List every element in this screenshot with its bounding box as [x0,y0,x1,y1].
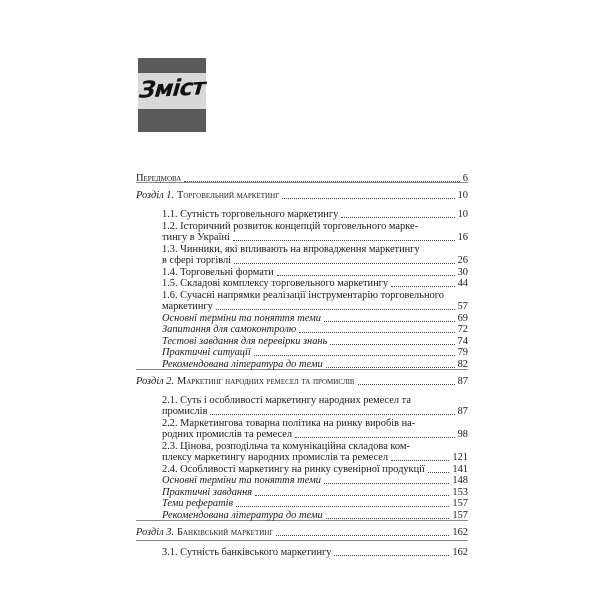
toc-entry-page: 82 [457,359,468,370]
toc-entry-page: 141 [452,464,468,475]
toc-entry-title: Запитання для самоконтролю [162,324,297,335]
toc-entry [136,189,468,202]
toc-entry-title: 2.2. Маркетингова товарна політика на ринку виробів на- [162,418,416,429]
toc-entry-title: 1.6. Сучасні напрямки реалізації інструментарію торговельного [162,290,444,301]
toc-entry-page: 44 [457,278,468,289]
toc-entry-title: Практичні ситуації [162,347,251,358]
dotted-leader [330,335,454,345]
toc-entry-title [136,189,279,202]
toc-entry-title: 2.4. Особливості маркетингу на ринку сувенірної продукції [162,464,425,475]
toc-entry [136,526,468,539]
toc-entry-page: 79 [457,347,468,358]
toc-entry-page: 57 [457,301,468,312]
toc-entry-page: 16 [457,232,468,243]
dotted-leader [295,428,455,438]
divider [136,540,468,541]
toc-entry-page: 26 [457,255,468,266]
toc-entry-title: 1.3. Чинники, які впливають на впровадження маркетингу [162,244,420,255]
dotted-leader [326,509,450,519]
section-prefix: Розділ 1. [136,190,175,201]
toc-entry-page: 153 [452,487,468,498]
toc-entry-title: Тестові завдання для перевірки знань [162,336,328,347]
toc-entry-title: в сфері торгівлі [162,255,232,266]
toc-entry-title: 2.3. Цінова, розподільча та комунікаційна складова ком- [162,441,410,452]
dotted-leader [341,208,454,218]
section-prefix: Розділ 3. [136,527,175,538]
toc-entry [136,358,468,371]
dotted-leader [324,474,449,484]
toc-entry-page: 98 [457,429,468,440]
toc-entry-title: Рекомендована література до теми [162,510,323,521]
toc-entry-page: 72 [457,324,468,335]
toc-entry-page: 162 [452,527,468,538]
dotted-leader [428,463,449,473]
dotted-leader [358,375,455,385]
toc-entry-title: Основні терміни та поняття теми [162,475,321,486]
toc-entry-title: плексу маркетингу народних промислів та ремесел [162,452,389,463]
toc-entry-title: Основні терміни та поняття теми [162,313,321,324]
toc-entry-title: Передмова [136,173,182,184]
toc-entry-page: 121 [452,452,468,463]
dotted-leader [234,254,455,264]
section-title: Маркетинг народних ремесел та промислів [177,376,355,387]
toc-entry-title: Практичні завдання [162,487,253,498]
toc-entry-page: 162 [452,547,468,558]
contents-logo [138,58,206,132]
dotted-leader [233,231,455,241]
dotted-leader [299,323,454,333]
toc-entry-title: тингу в Україні [162,232,230,243]
dotted-leader [391,451,449,461]
toc-entry [136,509,468,522]
toc-entry-page: 10 [457,190,468,201]
section-prefix: Розділ 2. [136,376,175,387]
toc-entry [136,172,468,185]
toc-entry-title: промислів [162,406,208,417]
dotted-leader [324,312,455,322]
toc-entry-title [136,375,355,388]
toc-entry-title [136,526,273,539]
toc-entry-page: 10 [457,209,468,220]
toc-entry-page: 157 [452,510,468,521]
dotted-leader [210,405,454,415]
toc-entry-title: Теми рефератів [162,498,234,509]
toc-entry-title: 1.1. Сутність торговельного маркетингу [162,209,339,220]
dotted-leader [277,266,455,276]
toc-entry-title: 2.1. Суть і особливості маркетингу народних ремесел та [162,395,411,406]
toc-entry-title: 3.1. Сутність банківського маркетингу [162,547,332,558]
logo-top-bar [138,58,206,73]
section-title: Банківський маркетинг [177,527,274,538]
dotted-leader [254,346,455,356]
toc-entry-page: 87 [457,406,468,417]
section-title: Торговельний маркетинг [177,190,280,201]
dotted-leader [326,358,455,368]
toc-entry-page: 87 [457,376,468,387]
dotted-leader [334,546,449,556]
toc-entry-title: 1.2. Історичний розвиток концепцій торговельного марке- [162,221,419,232]
dotted-leader [282,189,454,199]
dotted-leader [236,497,449,507]
toc-entry-page: 69 [457,313,468,324]
dotted-leader [216,300,455,310]
dotted-leader [255,486,449,496]
dotted-leader [391,277,455,287]
dotted-leader [184,172,460,182]
toc-entry-page: 30 [457,267,468,278]
toc-entry [136,375,468,388]
toc-entry [136,546,468,559]
toc-entry-title: маркетингу [162,301,213,312]
toc-entry-title: 1.5. Складові комплексу торговельного маркетингу [162,278,389,289]
toc-entry-page: 157 [452,498,468,509]
toc-entry-title: 1.4. Торговельні формати [162,267,274,278]
toc-entry-page: 148 [452,475,468,486]
toc-entry-page: 74 [457,336,468,347]
logo-word: Зміст [138,74,206,104]
toc-entry-page: 6 [462,173,468,184]
dotted-leader [276,526,449,536]
logo-bottom-bar [138,109,206,132]
toc-entry-title: Рекомендована література до теми [162,359,323,370]
toc-entry-title: родних промислів та ремесел [162,429,293,440]
